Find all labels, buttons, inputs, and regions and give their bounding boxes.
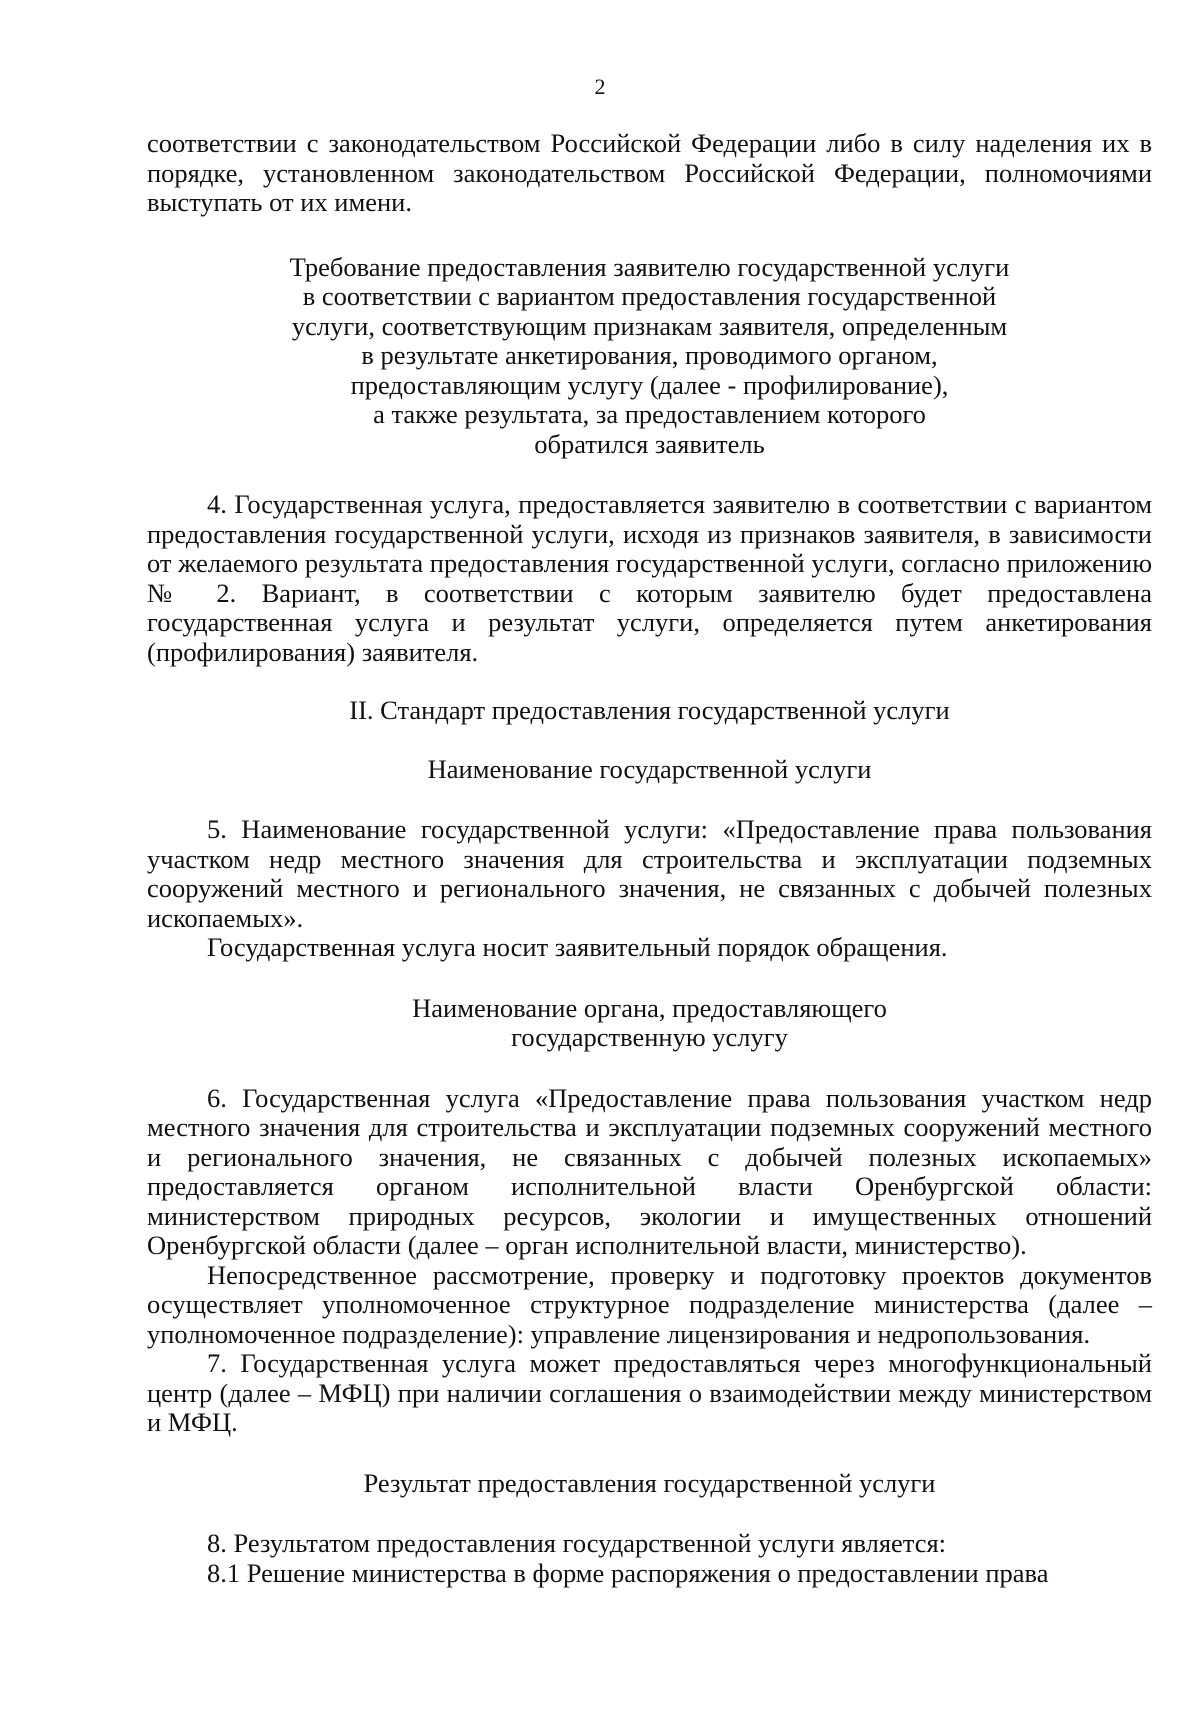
heading-service-name: Наименование государственной услуги (427, 753, 872, 784)
paragraph-intro: соответствии с законодательством Российской Федерации либо в силу наделения их в порядке, установленном законодательством Российской Федерации, полномочиями выступать от их имени. (147, 128, 1152, 217)
paragraph-5-order: Государственная услуга носит заявительный порядок обращения. (207, 932, 948, 962)
heading-organ-name (147, 994, 1152, 1053)
heading-line: государственную услугу (511, 1022, 788, 1052)
heading-line: а также результата, за предоставлением которого (373, 399, 926, 429)
heading-line: услуги, соответствующим признакам заявителя, определенным (291, 310, 1008, 341)
heading-line: в результате анкетирования, проводимого органом, (361, 340, 938, 370)
heading-line: предоставляющим услугу (далее - профилирование), (350, 369, 949, 400)
paragraph-6: 6. Государственная услуга «Предоставление права пользования участком недр местного значения для строительства и эксплуатации подземных сооружений местного и регионального значения, не связанных с добычей полезных ископаемых» предоставляется органом исполнительной власти Оренбургской области: министерством природных ресурсов, экологии и имущественных отношений Оренбургской области (далее – орган исполнительной власти, министерство). (147, 1082, 1152, 1260)
heading-variant-requirement (147, 253, 1152, 460)
heading-line: в соответствии с вариантом предоставления государственной (302, 281, 997, 311)
heading-line: Наименование органа, предоставляющего (412, 992, 887, 1023)
paragraph-5: 5. Наименование государственной услуги: «Предоставление права пользования участком недр местного значения для строительства и эксплуатации подземных сооружений местного и регионального значения, не связанных с добычей полезных ископаемых». (147, 814, 1152, 933)
heading-service-result: Результат предоставления государственной услуги (363, 1467, 936, 1498)
paragraph-7: 7. Государственная услуга может предоставляться через многофункциональный центр (далее – МФЦ) при наличии соглашения о взаимодействии между министерством и МФЦ. (147, 1348, 1152, 1437)
section-2-heading: II. Стандарт предоставления государственной услуги (349, 695, 950, 725)
paragraph-6-review: Непосредственное рассмотрение, проверку и подготовку проектов документов осуществляет уполномоченное структурное подразделение министерства (далее – уполномоченное подразделение): управление лицензирования и недропользования. (147, 1259, 1152, 1349)
paragraph-8: 8. Результатом предоставления государственной услуги является: (207, 1528, 947, 1558)
paragraph-4: 4. Государственная услуга, предоставляется заявителю в соответствии с вариантом предоставления государственной услуги, исходя из признаков заявителя, в зависимости от желаемого результата предоставления государственной услуги, согласно приложению № 2. Вариант, в соответствии с которым заявителю будет предоставлена государственная услуга и результат услуги, определяется путем анкетирования (профилирования) заявителя. (147, 489, 1152, 667)
heading-line: Требование предоставления заявителю государственной услуги (289, 251, 1010, 282)
page-number: 2 (594, 74, 606, 99)
paragraph-8-1: 8.1 Решение министерства в форме распоряжения о предоставлении права (207, 1557, 1049, 1588)
heading-line: обратился заявитель (534, 428, 765, 459)
document-body (147, 129, 1152, 1588)
